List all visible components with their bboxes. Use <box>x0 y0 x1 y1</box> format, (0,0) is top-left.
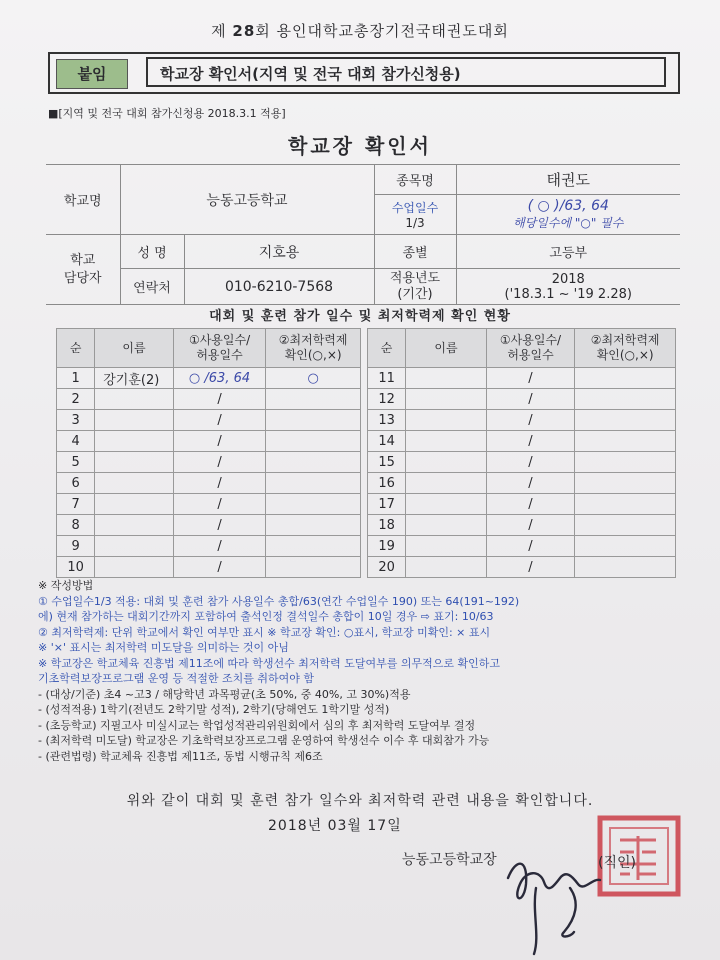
column-gap <box>360 473 367 494</box>
division-label: 종별 <box>374 235 456 269</box>
year-value: 2018 <box>551 271 585 287</box>
min-academic-check <box>266 473 361 494</box>
name-value: 지호용 <box>184 235 374 269</box>
column-gap <box>360 494 367 515</box>
row-number: 18 <box>367 515 405 536</box>
min-academic-check <box>266 536 361 557</box>
instruction-line: - (관련법령) 학교체육 진흥법 제11조, 동법 시행규칙 제6조 <box>38 749 323 763</box>
student-name <box>406 389 487 410</box>
class-days-value <box>456 195 680 235</box>
student-name <box>95 431 174 452</box>
used-days: / <box>173 494 266 515</box>
appendix-box <box>48 52 680 94</box>
row-number: 13 <box>367 410 405 431</box>
min-academic-check <box>575 452 676 473</box>
min-academic-check: ○ <box>266 368 361 389</box>
participation-table <box>56 328 676 578</box>
used-days: / <box>486 557 575 578</box>
instructions-heading: ※ 작성방법 <box>38 579 94 592</box>
min-academic-check <box>266 515 361 536</box>
used-days: / <box>173 431 266 452</box>
column-gap <box>360 557 367 578</box>
col-used-days: ①사용일수/ 허용일수 <box>173 329 266 368</box>
student-name <box>95 494 174 515</box>
used-days: / <box>486 368 575 389</box>
column-gap <box>360 368 367 389</box>
min-academic-check <box>266 389 361 410</box>
student-name <box>406 494 487 515</box>
col-name: 이름 <box>95 329 174 368</box>
section-title: 대회 및 훈련 참가 일수 및 최저학력제 확인 현황 <box>209 309 511 324</box>
instruction-line: ② 최저학력제: 단위 학교에서 확인 여부만 표시 ※ 학교장 확인: ○표시, 학교장 미확인: × 표시 <box>38 625 491 639</box>
student-name <box>95 389 174 410</box>
division-value: 고등부 <box>456 235 680 269</box>
title-rest: 회 용인대학교총장기전국태권도대회 <box>255 22 509 40</box>
row-number: 11 <box>367 368 405 389</box>
student-name <box>95 515 174 536</box>
title-prefix: 제 <box>211 22 227 40</box>
instruction-line: ※ '×' 표시는 최저학력 미도달을 의미하는 것이 아님 <box>38 641 289 654</box>
table-row <box>57 515 676 536</box>
student-name <box>406 410 487 431</box>
col-name: 이름 <box>406 329 487 368</box>
row-number: 19 <box>367 536 405 557</box>
class-days-label-1: 수업일수 <box>391 201 439 215</box>
min-academic-check <box>575 410 676 431</box>
student-name <box>406 536 487 557</box>
table-row <box>57 452 676 473</box>
instruction-line: - (최저학력 미도달) 학교장은 기초학력보장프로그램 운영하여 학생선수 이수 후 대회참가 가능 <box>38 734 490 747</box>
column-gap <box>360 452 367 473</box>
class-days-label <box>374 195 456 235</box>
class-days-handwritten: ( ○ )/63, 64 <box>527 198 609 214</box>
instructions-lines <box>38 594 688 765</box>
used-days: / <box>173 473 266 494</box>
min-academic-check <box>575 494 676 515</box>
table-row <box>57 494 676 515</box>
row-number: 8 <box>57 515 95 536</box>
signature-date: 2018년 03월 17일 <box>268 818 402 834</box>
min-academic-check <box>266 452 361 473</box>
table-row <box>57 368 676 389</box>
year-cell <box>456 269 680 305</box>
row-number: 2 <box>57 389 95 410</box>
instructions <box>38 578 688 764</box>
used-days: / <box>173 452 266 473</box>
confirmation-text: 위와 같이 대회 및 훈련 참가 일수와 최저학력 관련 내용을 확인합니다. <box>126 793 594 809</box>
row-number: 3 <box>57 410 95 431</box>
student-name <box>406 557 487 578</box>
column-gap <box>360 329 367 368</box>
used-days: / <box>486 515 575 536</box>
min-academic-check <box>266 557 361 578</box>
table-row <box>57 410 676 431</box>
name-label: 성 명 <box>120 235 184 269</box>
column-gap <box>360 410 367 431</box>
student-name <box>406 452 487 473</box>
application-note: ■[지역 및 전국 대회 참가신청용 2018.3.1 적용] <box>48 107 286 120</box>
min-academic-check <box>575 431 676 452</box>
instruction-line: ① 수업일수1/3 적용: 대회 및 훈련 참가 사용일수 총합/63(연간 수업일수 190) 또는 64(191~192) <box>38 594 520 608</box>
manager-label: 학교 담당자 <box>46 235 120 305</box>
class-days-note: 해당일수에 "○" 필수 <box>513 216 624 230</box>
student-name <box>406 515 487 536</box>
table-row <box>57 536 676 557</box>
min-academic-check <box>575 536 676 557</box>
event-label: 종목명 <box>374 165 456 195</box>
col-used-days: ①사용일수/ 허용일수 <box>486 329 575 368</box>
contact-value: 010-6210-7568 <box>184 269 374 305</box>
principal-title: 능동고등학교장 <box>402 852 497 868</box>
row-number: 17 <box>367 494 405 515</box>
competition-title <box>0 20 720 41</box>
used-days: / <box>486 410 575 431</box>
used-days: / <box>486 452 575 473</box>
min-academic-check <box>575 515 676 536</box>
used-days: / <box>486 536 575 557</box>
row-number: 20 <box>367 557 405 578</box>
title-round: 28 <box>232 22 256 40</box>
student-name <box>95 452 174 473</box>
min-academic-check <box>575 389 676 410</box>
info-table <box>46 164 680 305</box>
used-days: / <box>173 515 266 536</box>
row-number: 14 <box>367 431 405 452</box>
min-academic-check <box>266 431 361 452</box>
used-days: / <box>486 431 575 452</box>
student-name <box>406 368 487 389</box>
used-days: / <box>486 389 575 410</box>
appendix-tag: 붙임 <box>56 59 128 89</box>
table-row <box>57 557 676 578</box>
year-label: 적용년도 (기간) <box>374 269 456 305</box>
instruction-line: - (대상/기준) 초4 ~고3 / 해당학년 과목평균(초 50%, 중 40%, 고 30%)적용 <box>38 687 411 701</box>
student-name <box>95 473 174 494</box>
student-name <box>95 536 174 557</box>
used-days: ○ /63, 64 <box>173 368 266 389</box>
table-row <box>57 473 676 494</box>
row-number: 16 <box>367 473 405 494</box>
row-number: 4 <box>57 431 95 452</box>
document-title: 학교장 확인서 <box>288 134 432 158</box>
appendix-title: 학교장 확인서(지역 및 전국 대회 참가신청용) <box>146 57 666 87</box>
student-name <box>406 473 487 494</box>
row-number: 10 <box>57 557 95 578</box>
instruction-line: - (성적적용) 1학기(전년도 2학기말 성적), 2학기(당해연도 1학기말 성적) <box>38 703 390 716</box>
min-academic-check <box>575 368 676 389</box>
min-academic-check <box>266 494 361 515</box>
column-gap <box>360 536 367 557</box>
min-academic-check <box>575 557 676 578</box>
instruction-line: 에) 현재 참가하는 대회기간까지 포함하여 출석인정 결석일수 총합이 10일 경우 ⇨ 표기: 10/63 <box>38 610 494 623</box>
row-number: 7 <box>57 494 95 515</box>
school-label: 학교명 <box>46 165 120 235</box>
participation-rows <box>57 368 676 578</box>
event-value: 태권도 <box>456 165 680 195</box>
column-gap <box>360 515 367 536</box>
row-number: 9 <box>57 536 95 557</box>
min-academic-check <box>266 410 361 431</box>
used-days: / <box>486 473 575 494</box>
used-days: / <box>173 389 266 410</box>
used-days: / <box>486 494 575 515</box>
school-value: 능동고등학교 <box>120 165 374 235</box>
row-number: 6 <box>57 473 95 494</box>
column-gap <box>360 389 367 410</box>
row-number: 5 <box>57 452 95 473</box>
instruction-line: ※ 학교장은 학교체육 진흥법 제11조에 따라 학생선수 최저학력 도달여부를 의무적으로 확인하고 <box>38 656 500 670</box>
table-row <box>57 431 676 452</box>
min-academic-check <box>575 473 676 494</box>
used-days: / <box>173 410 266 431</box>
student-name <box>406 431 487 452</box>
col-min-academic: ②최저학력제 확인(○,×) <box>575 329 676 368</box>
table-row <box>57 389 676 410</box>
used-days: / <box>173 536 266 557</box>
row-number: 12 <box>367 389 405 410</box>
instruction-line: - (초등학교) 지필고사 미실시교는 학업성적관리위원회에서 심의 후 최저학력 도달여부 결정 <box>38 718 476 732</box>
instruction-line: 기초학력보장프로그램 운영 등 적절한 조치를 취하여야 함 <box>38 672 315 685</box>
student-name <box>95 410 174 431</box>
contact-label: 연락처 <box>120 269 184 305</box>
column-gap <box>360 431 367 452</box>
used-days: / <box>173 557 266 578</box>
row-number: 15 <box>367 452 405 473</box>
handwritten-signature-icon <box>500 848 620 958</box>
seal-position-label: (직인) <box>598 855 636 871</box>
class-days-label-2: 1/3 <box>405 216 425 230</box>
col-min-academic: ②최저학력제 확인(○,×) <box>266 329 361 368</box>
row-number: 1 <box>57 368 95 389</box>
student-name <box>95 557 174 578</box>
student-name: 강기훈(2) <box>95 368 174 389</box>
col-no: 순 <box>367 329 405 368</box>
col-no: 순 <box>57 329 95 368</box>
year-period: ('18.3.1 ~ '19 2.28) <box>504 286 632 302</box>
